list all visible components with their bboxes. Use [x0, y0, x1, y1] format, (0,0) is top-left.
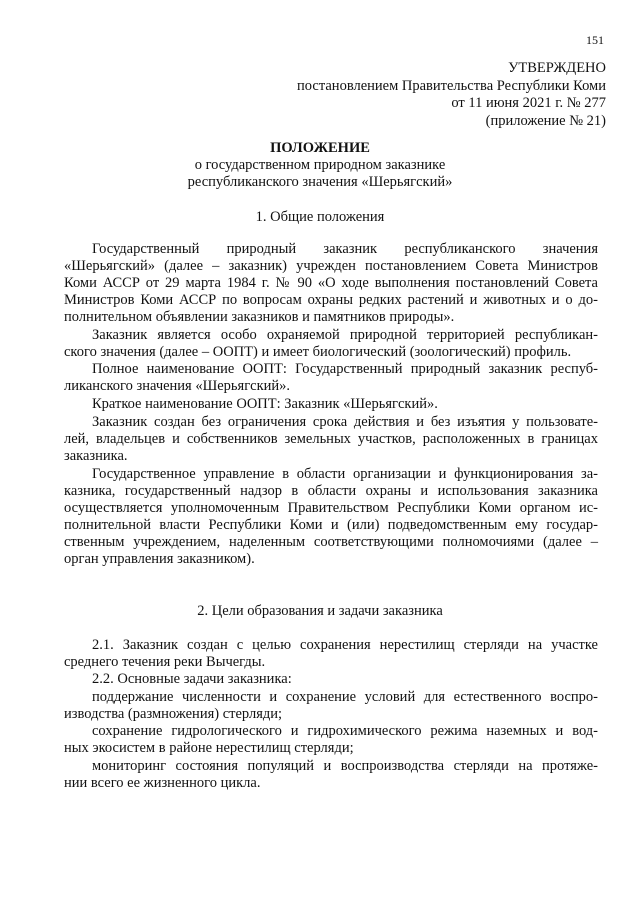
approval-line-2: постановлением Правительства Республики Коми: [297, 77, 606, 94]
section-1-paragraph-1: [64, 241, 598, 326]
section-1-paragraph-6: [64, 466, 598, 568]
text-line: мониторинг состояния популяций и воспроизводства стерляди на протяже-: [92, 758, 598, 774]
text-line: орган управления заказником).: [64, 551, 255, 567]
text-line: ского значения (далее – ООПТ) и имеет биологический (зоологический) профиль.: [64, 344, 572, 360]
section-2-paragraph-3: [64, 689, 598, 723]
section-2-paragraph-1: [64, 637, 598, 671]
page-number: 151: [586, 33, 604, 47]
text-line: изводства (размножения) стерляди;: [64, 706, 283, 722]
document-title: [0, 140, 640, 191]
text-line: поддержание численности и сохранение условий для естественного воспро-: [92, 689, 598, 705]
text-line: полнительном объявлении заказников и памятников природы».: [64, 309, 455, 325]
text-line: заказника.: [64, 448, 128, 464]
text-line: 2.2. Основные задачи заказника:: [92, 671, 292, 687]
title-subtitle-2: республиканского значения «Шерьягский»: [187, 174, 453, 190]
text-line: ных экосистем в районе нерестилищ стерляди;: [64, 740, 354, 756]
text-line: казника, государственный надзор в области охраны и использования заказника: [64, 483, 598, 499]
text-line: ственным учреждением, наделенным соответствующими полномочиями (далее –: [64, 534, 598, 550]
title-heading: ПОЛОЖЕНИЕ: [270, 140, 370, 156]
approval-line-3: от 11 июня 2021 г. № 277: [451, 95, 606, 111]
text-line: нии всего ее жизненного цикла.: [64, 775, 261, 791]
text-line: Коми АССР от 29 марта 1984 г. № 90 «О ходе выполнения постановлений Совета: [64, 275, 598, 291]
text-line: Заказник является особо охраняемой природной территорией республикан-: [92, 327, 598, 343]
section-2-paragraph-2: [64, 671, 598, 688]
text-line: лей, владельцев и собственников земельных участков, расположенных в границах: [64, 431, 598, 447]
approval-line-1: УТВЕРЖДЕНО: [508, 60, 606, 76]
text-line: 2.1. Заказник создан с целью сохранения нерестилищ стерляди на участке: [92, 637, 598, 653]
text-line: сохранение гидрологического и гидрохимического режима наземных и вод-: [92, 723, 598, 739]
approval-line-4: (приложение № 21): [485, 112, 606, 129]
text-line: «Шерьягский» (далее – заказник) учрежден постановлением Совета Министров: [64, 258, 598, 274]
title-subtitle-1: о государственном природном заказнике: [194, 157, 446, 173]
section-2-paragraph-4: [64, 723, 598, 757]
section-1-heading: 1. Общие положения: [255, 209, 385, 225]
section-1-paragraph-4: [64, 396, 598, 413]
text-line: среднего течения реки Вычегды.: [64, 654, 266, 670]
section-1-paragraph-5: [64, 414, 598, 465]
text-line: Государственное управление в области организации и функционирования за-: [92, 466, 598, 482]
text-line: Министров Коми АССР по вопросам охраны редких растений и животных и о до-: [64, 292, 598, 308]
section-2-paragraph-5: [64, 758, 598, 792]
text-line: Полное наименование ООПТ: Государственный природный заказник респуб-: [92, 361, 598, 377]
text-line: Краткое наименование ООПТ: Заказник «Шерьягский».: [92, 396, 438, 412]
text-line: ликанского значения «Шерьягский».: [64, 378, 291, 394]
text-line: осуществляется уполномоченным Правительством Республики Коми органом ис-: [64, 500, 598, 516]
section-1-paragraph-3: [64, 361, 598, 395]
section-1-paragraph-2: [64, 327, 598, 361]
approval-block: [297, 60, 606, 130]
text-line: Заказник создан без ограничения срока действия и без изъятия у пользовате-: [92, 414, 598, 430]
text-line: полнительной власти Республики Коми и (или) подведомственным ему государ-: [64, 517, 598, 533]
text-line: Государственный природный заказник республиканского значения: [92, 241, 598, 257]
section-2-heading: 2. Цели образования и задачи заказника: [197, 603, 443, 619]
